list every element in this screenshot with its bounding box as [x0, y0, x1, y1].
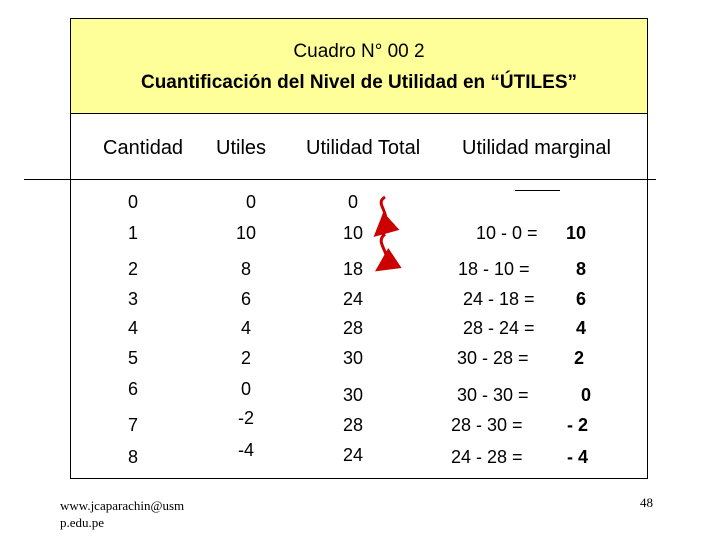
footer-url-line2: p.edu.pe	[60, 515, 105, 530]
marginal-result: 2	[574, 348, 585, 368]
marginal-result: 4	[576, 318, 587, 338]
marginal-calc: 28 - 30 =	[451, 415, 523, 435]
footer-url-line1: www.jcaparachin@usm	[60, 498, 185, 513]
header-cantidad: Cantidad	[103, 137, 184, 159]
utiles-cell: 6	[240, 289, 252, 309]
table-title: Cuantificación del Nivel de Utilidad en “ÚTILES”	[140, 72, 577, 93]
total-cell: 10	[342, 223, 364, 243]
cantidad-cell: 1	[127, 223, 139, 243]
marginal-calc: 10 - 0 =	[476, 223, 538, 243]
total-cell: 28	[342, 415, 364, 435]
total-cell: 24	[342, 289, 364, 309]
utiles-cell: -2	[237, 408, 255, 428]
arrow-curve	[380, 234, 387, 268]
marginal-calc: 24 - 28 =	[451, 447, 523, 467]
marginal-calc: 18 - 10 =	[458, 259, 530, 279]
header-utilidad-marginal: Utilidad marginal	[462, 137, 611, 159]
total-cell: 18	[342, 259, 364, 279]
utiles-cell: 4	[240, 318, 252, 338]
cantidad-cell: 5	[127, 348, 139, 368]
footer-url	[60, 497, 184, 531]
total-cell: 30	[342, 348, 364, 368]
utiles-cell: 0	[240, 379, 252, 399]
cantidad-cell: 8	[127, 447, 139, 467]
arrow-curve	[378, 197, 386, 233]
marginal-result: 10	[566, 223, 587, 243]
utiles-cell: 8	[240, 259, 252, 279]
total-cell: 30	[342, 385, 364, 405]
page-number: 48	[640, 495, 653, 510]
total-cell: 0	[347, 192, 359, 212]
header-utiles: Utiles	[216, 137, 267, 159]
cantidad-cell: 3	[127, 289, 139, 309]
utiles-cell: -4	[237, 440, 255, 460]
utiles-cell: 10	[235, 223, 257, 243]
total-cell: 28	[342, 318, 364, 338]
marginal-result: - 4	[567, 447, 589, 467]
marginal-result: 0	[581, 385, 592, 405]
cantidad-cell: 6	[127, 379, 139, 399]
header-utilidad-total: Utilidad Total	[306, 137, 421, 159]
marginal-result: - 2	[567, 415, 589, 435]
utiles-cell: 0	[245, 192, 257, 212]
cantidad-cell: 2	[127, 259, 139, 279]
table-number: Cuadro N° 00 2	[293, 41, 425, 62]
utiles-cell: 2	[240, 348, 252, 368]
cantidad-cell: 7	[127, 415, 139, 435]
cantidad-cell: 0	[127, 192, 139, 212]
marginal-calc: 28 - 24 =	[463, 318, 535, 338]
cantidad-cell: 4	[127, 318, 139, 338]
total-cell: 24	[342, 445, 364, 465]
marginal-calc: 30 - 30 =	[457, 385, 529, 405]
marginal-result: 6	[576, 289, 587, 309]
marginal-calc: 24 - 18 =	[463, 289, 535, 309]
marginal-calc: 30 - 28 =	[457, 348, 529, 368]
marginal-result: 8	[576, 259, 587, 279]
